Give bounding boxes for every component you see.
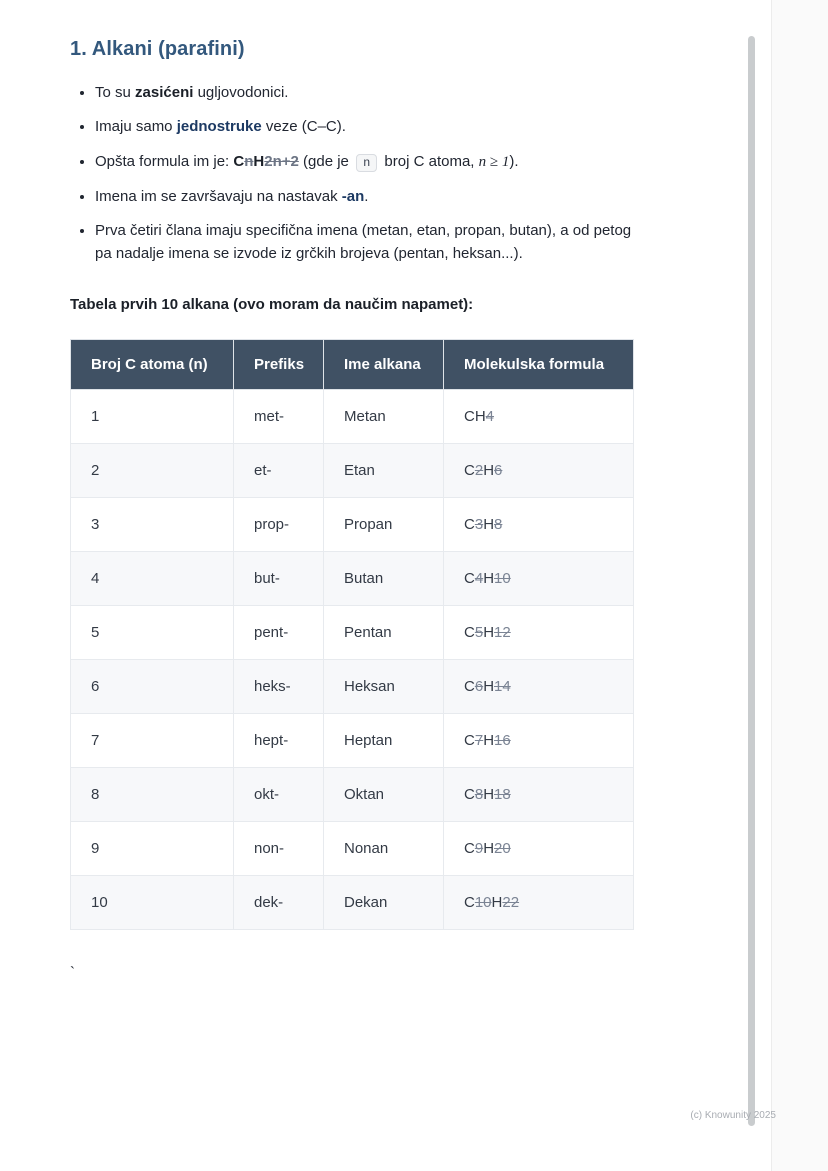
text-segment: broj C atoma, (380, 152, 479, 170)
formula-subscript: 18 (494, 785, 511, 803)
formula-subscript: 4 (485, 407, 495, 425)
inline-code-n: n (356, 154, 377, 172)
cell-formula (444, 443, 634, 497)
cell-n: 3 (71, 497, 234, 551)
formula-subscript: 8 (474, 785, 484, 803)
cell-prefix: prop- (234, 497, 324, 551)
cell-formula (444, 551, 634, 605)
formula-part: C (464, 677, 475, 695)
cell-formula (444, 389, 634, 443)
list-item (95, 185, 633, 208)
list-item (95, 81, 633, 104)
table-row (71, 821, 634, 875)
text-segment: Opšta formula im je: (95, 152, 234, 170)
cell-formula (444, 497, 634, 551)
formula-part: H (483, 461, 495, 479)
scrollbar-thumb[interactable] (748, 36, 755, 1126)
formula-subscript: 10 (474, 893, 492, 911)
text-segment: ugljovodonici. (193, 84, 289, 101)
bold-term: -an (341, 187, 365, 205)
table-intro: Tabela prvih 10 alkana (ovo moram da naučim napamet): (70, 295, 474, 313)
formula-part: C (464, 731, 475, 749)
cell-prefix: but- (234, 551, 324, 605)
cell-n: 7 (71, 713, 234, 767)
list-item (95, 219, 633, 266)
page-title: 1. Alkani (parafini) (70, 38, 245, 60)
cell-prefix: et- (234, 443, 324, 497)
text-segment: (gde je (298, 152, 354, 170)
cell-n: 6 (71, 659, 234, 713)
cell-prefix: met- (234, 389, 324, 443)
formula-part: C (464, 515, 475, 533)
cell-prefix: hept- (234, 713, 324, 767)
column-header: Ime alkana (324, 339, 444, 389)
text-segment: ). (509, 152, 519, 170)
formula-part: H (483, 785, 495, 803)
cell-formula (444, 875, 634, 929)
math-expression: n ≥ 1 (478, 153, 510, 170)
table-header-row (71, 339, 634, 389)
formula-subscript: 22 (502, 893, 520, 911)
table-row (71, 767, 634, 821)
cell-formula (444, 767, 634, 821)
cell-name: Metan (324, 389, 444, 443)
alkanes-table (70, 339, 634, 930)
table-row (71, 659, 634, 713)
watermark: (c) Knowunity 2025 (690, 1110, 776, 1121)
cell-formula (444, 713, 634, 767)
bold-term: jednostruke (176, 118, 262, 136)
formula-part: C (233, 152, 245, 170)
formula-part: H (483, 623, 495, 641)
bold-term: zasićeni (135, 84, 194, 101)
formula-subscript: 2n+2 (264, 152, 299, 170)
text-segment: Imaju samo (95, 118, 177, 136)
formula-subscript: n (244, 152, 254, 170)
cell-n: 8 (71, 767, 234, 821)
cell-n: 9 (71, 821, 234, 875)
table-row (71, 605, 634, 659)
formula-part: C (464, 461, 475, 479)
formula-subscript: 4 (474, 569, 484, 587)
list-item (95, 150, 633, 174)
cell-formula (444, 821, 634, 875)
cell-n: 4 (71, 551, 234, 605)
cell-prefix: okt- (234, 767, 324, 821)
table-row (71, 443, 634, 497)
formula-subscript: 16 (494, 731, 511, 749)
text-segment: . (364, 187, 369, 205)
cell-formula (444, 605, 634, 659)
list-item (95, 115, 633, 138)
formula-part: H (483, 515, 495, 533)
formula-subscript: 6 (494, 461, 503, 479)
cell-n: 10 (71, 875, 234, 929)
table-row (71, 551, 634, 605)
formula-part: H (483, 677, 495, 695)
cell-name: Heksan (324, 659, 444, 713)
formula-part: H (483, 731, 495, 749)
cell-name: Butan (324, 551, 444, 605)
formula-subscript: 3 (474, 515, 484, 533)
cell-formula (444, 659, 634, 713)
cell-prefix: heks- (234, 659, 324, 713)
table-row (71, 713, 634, 767)
formula-subscript: 7 (474, 731, 484, 749)
text-segment: Imena im se završavaju na nastavak (95, 187, 342, 205)
formula-subscript: 9 (474, 839, 484, 857)
page-gutter (771, 0, 828, 1171)
column-header: Molekulska formula (444, 339, 634, 389)
cell-name: Oktan (324, 767, 444, 821)
formula-subscript: 6 (474, 677, 484, 695)
text-segment: Prva četiri člana imaju specifična imena (metan, etan, propan, butan), a od petog pa nadalje imena se izvode iz grčkih brojeva (pentan, heksan...). (95, 222, 632, 263)
general-formula (233, 153, 298, 170)
cell-n: 2 (71, 443, 234, 497)
formula-part: CH (464, 407, 486, 425)
formula-part: C (464, 785, 475, 803)
stray-backtick: ` (70, 963, 75, 981)
formula-subscript: 20 (494, 839, 511, 857)
cell-name: Nonan (324, 821, 444, 875)
formula-part: H (483, 839, 495, 857)
formula-part: C (464, 569, 475, 587)
formula-part: C (464, 839, 475, 857)
formula-subscript: 10 (494, 569, 511, 587)
formula-subscript: 14 (494, 677, 511, 695)
cell-prefix: dek- (234, 875, 324, 929)
text-segment: veze (C–C). (261, 118, 346, 136)
cell-name: Etan (324, 443, 444, 497)
formula-subscript: 8 (494, 515, 503, 533)
cell-prefix: pent- (234, 605, 324, 659)
formula-part: H (491, 893, 503, 911)
formula-part: C (464, 893, 475, 911)
cell-prefix: non- (234, 821, 324, 875)
formula-subscript: 12 (494, 623, 511, 641)
cell-name: Pentan (324, 605, 444, 659)
table-row (71, 497, 634, 551)
formula-subscript: 2 (474, 461, 484, 479)
cell-n: 5 (71, 605, 234, 659)
bullet-list (70, 81, 633, 266)
cell-name: Heptan (324, 713, 444, 767)
cell-n: 1 (71, 389, 234, 443)
formula-part: H (253, 152, 265, 170)
note-content (70, 38, 633, 981)
cell-name: Propan (324, 497, 444, 551)
column-header: Broj C atoma (n) (71, 339, 234, 389)
formula-part: H (483, 569, 495, 587)
text-segment: To su (95, 84, 136, 101)
formula-part: C (464, 623, 475, 641)
formula-subscript: 5 (474, 623, 484, 641)
table-row (71, 875, 634, 929)
table-row (71, 389, 634, 443)
column-header: Prefiks (234, 339, 324, 389)
cell-name: Dekan (324, 875, 444, 929)
